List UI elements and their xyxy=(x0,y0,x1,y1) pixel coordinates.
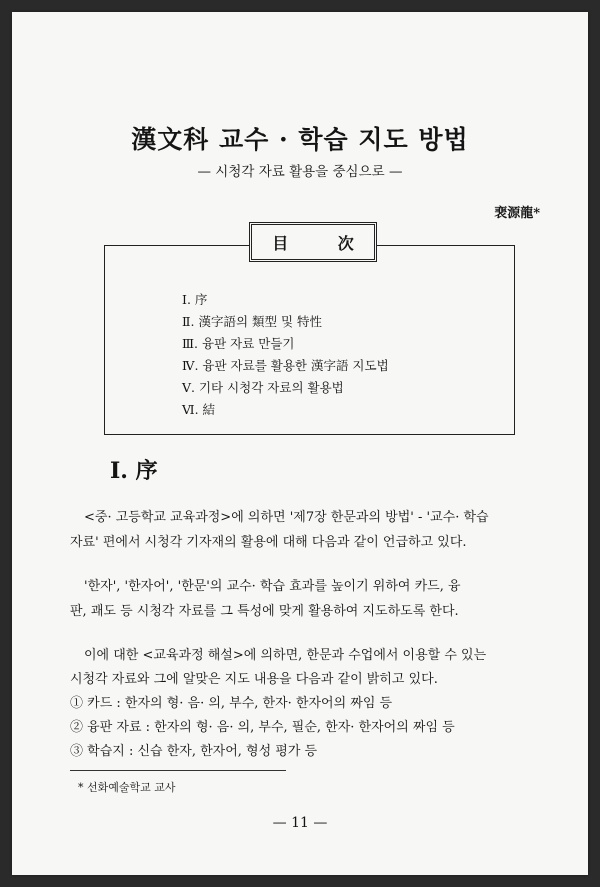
toc-item: Ⅱ. 漢字語의 類型 및 特性 xyxy=(182,314,323,329)
list-item: ③ 학습지 : 신습 한자, 한자어, 형성 평가 등 xyxy=(70,744,318,759)
toc-item: Ⅳ. 융판 자료를 활용한 漢字語 지도법 xyxy=(182,358,389,373)
toc-item: Ⅰ. 序 xyxy=(182,292,208,307)
footnote-divider xyxy=(70,770,286,771)
list-item: ① 카드 : 한자의 형· 음· 의, 부수, 한자· 한자어의 짜임 등 xyxy=(70,696,393,711)
paragraph-line: 이에 대한 <교육과정 해설>에 의하면, 한문과 수업에서 이용할 수 있는 xyxy=(84,648,487,663)
paragraph-line: 자료' 편에서 시청각 기자재의 활용에 대해 다음과 같이 언급하고 있다. xyxy=(70,535,467,550)
paragraph-line: '한자', '한자어', '한문'의 교수· 학습 효과를 높이기 위하여 카드, 융 xyxy=(84,579,461,594)
toc-item: Ⅴ. 기타 시청각 자료의 활용법 xyxy=(182,380,344,395)
toc-item: Ⅵ. 結 xyxy=(182,402,216,417)
table-of-contents-box xyxy=(104,245,515,435)
paragraph-line: 시청각 자료와 그에 알맞은 지도 내용을 다음과 같이 밝히고 있다. xyxy=(70,672,438,687)
document-page xyxy=(12,12,588,875)
page-number: — 11 — xyxy=(272,815,328,831)
table-of-contents-label: 目 次 xyxy=(249,222,377,262)
author-name: 裵源龍* xyxy=(494,206,540,221)
article-subtitle: — 시청각 자료 활용을 중심으로 — xyxy=(197,164,403,180)
section-heading: Ⅰ. 序 xyxy=(110,458,158,484)
paragraph-line: <중· 고등학교 교육과정>에 의하면 '제7장 한문과의 방법' - '교수· 학습 xyxy=(84,510,489,525)
article-title: 漢文科 교수 · 학습 지도 방법 xyxy=(131,125,469,154)
paragraph-line: 판, 괘도 등 시청각 자료를 그 특성에 맞게 활용하여 지도하도록 한다. xyxy=(70,604,459,619)
list-item: ② 융판 자료 : 한자의 형· 음· 의, 부수, 필순, 한자· 한자어의 짜임 등 xyxy=(70,720,455,735)
toc-item: Ⅲ. 융판 자료 만들기 xyxy=(182,336,295,351)
footnote: * 선화예술학교 교사 xyxy=(78,781,176,794)
